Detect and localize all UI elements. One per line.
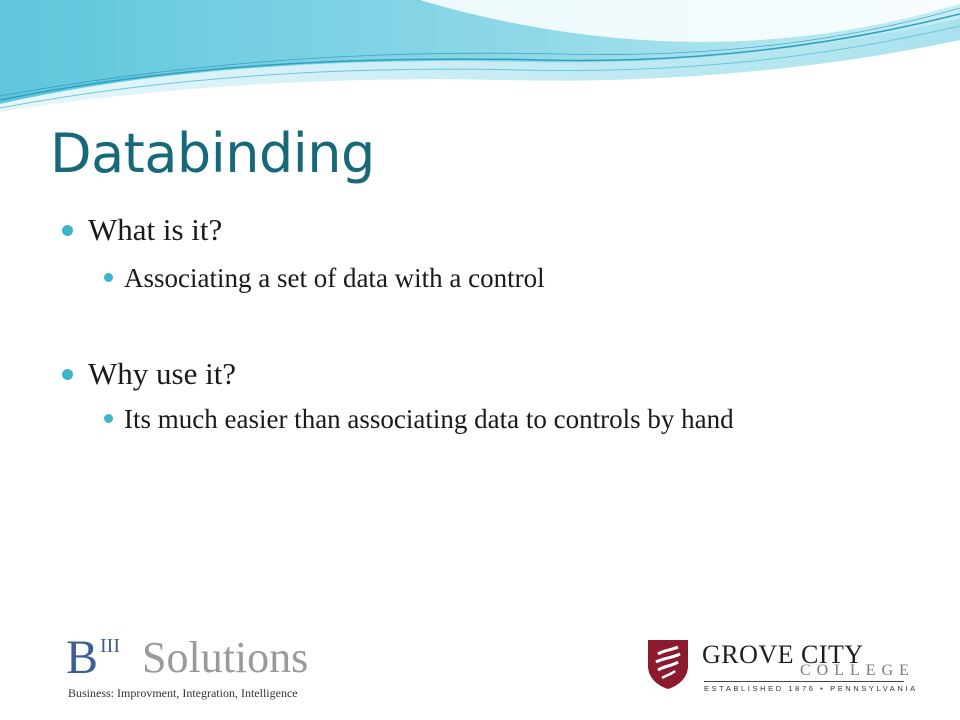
bullet-item [88,356,236,392]
grove-city-college-logo [646,638,918,698]
bullet-marker-icon [62,225,73,236]
bullet-text: What is it? [88,212,223,247]
established-line: ESTABLISHED 1876 • PENNSYLVANIA [704,684,918,693]
bullet-marker-icon [104,273,113,282]
bullet-marker-icon [62,369,73,380]
biii-solutions-logo [66,632,346,702]
logo-divider [704,681,904,682]
bullet-marker-icon [104,414,113,423]
logo-wordmark: Solutions [142,633,309,682]
slide-title: Databinding [50,122,375,185]
shield-icon [646,638,690,690]
sub-bullet-item [124,400,844,438]
sub-bullet-item [124,259,844,297]
college-name: GROVE CITY [702,640,864,669]
logo-tagline: Business: Improvment, Integration, Intelligence [68,686,298,700]
bullet-item [88,212,222,248]
college-word: COLLEGE [800,662,915,679]
bullet-text: Why use it? [88,356,237,391]
logo-superscript: III [100,635,120,657]
logo-letter: B [66,631,99,684]
sub-bullet-text: Associating a set of data with a control [124,263,545,293]
sub-bullet-text: Its much easier than associating data to controls by hand [124,404,734,434]
